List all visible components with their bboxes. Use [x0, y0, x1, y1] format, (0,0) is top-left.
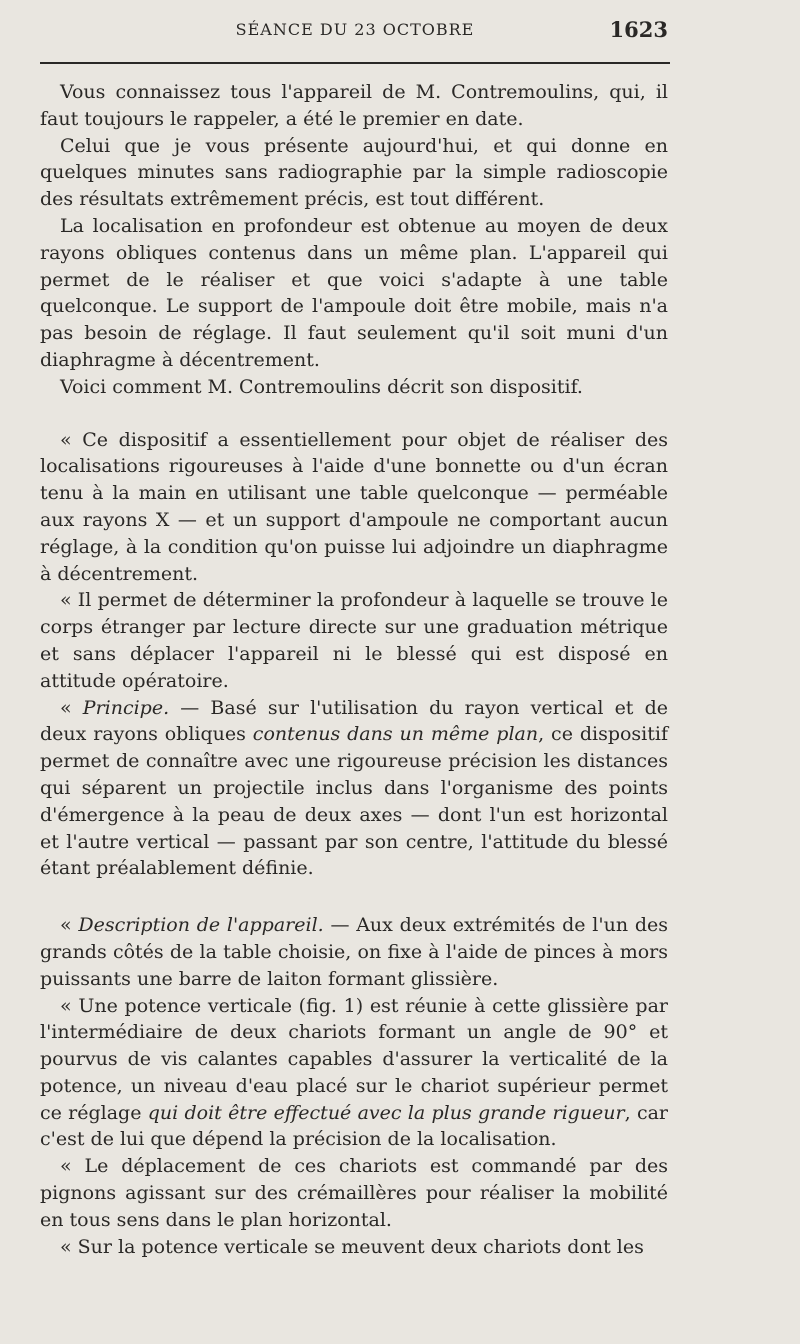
paragraph-text: , ce dispositif permet de connaître avec une rigoureuse précision les distances qui séparent un projectile inclus dans l'organisme des points d'émergence à la peau de deux axes — dont l'un est horizontal et l'autre vertical — passant par son centre, l'attitude du blessé étant préalablement définie. [40, 723, 669, 880]
paragraph: « Sur la potence verticale se meuvent deux chariots dont les [60, 1235, 644, 1258]
quote-mark: « [60, 914, 79, 937]
page-number: 1623 [609, 17, 668, 42]
paragraph: Voici comment M. Contremoulins décrit son dispositif. [60, 375, 583, 398]
section-heading: Principe. [82, 696, 170, 719]
running-head: SÉANCE DU 23 OCTOBRE [235, 20, 475, 39]
paragraph: La localisation en profondeur est obtenue au moyen de deux rayons obliques contenus dans un même plan. L'appareil qui permet de le réaliser et que voici s'adapte à une table quelconque. Le support de l'ampoule doit être mobile, mais n'a pas besoin de réglage. Il faut seulement qu'il soit muni d'un diaphragme à décentrement. [40, 214, 668, 371]
paragraph-text: , car c'est de lui que dépend la précision de la localisation. [40, 1101, 668, 1151]
section-heading: Description de l'appareil. [78, 914, 324, 937]
paragraph [40, 912, 668, 992]
paragraph [40, 695, 668, 883]
paragraph-text: — Aux deux extrémités de l'un des grands côtés de la table choisie, on fixe à l'aide de pinces à mors puissants une barre de laiton formant glissière. [40, 914, 668, 990]
paragraph-text: — Basé sur l'utilisation du rayon vertical et de deux rayons obliques [40, 696, 668, 746]
emphasis: qui doit être effectué avec la plus grande rigueur [147, 1101, 625, 1124]
paragraph: « Il permet de déterminer la profondeur à laquelle se trouve le corps étranger par lecture directe sur une graduation métrique et sans déplacer l'appareil ni le blessé qui est disposé en attitude opératoire. [40, 589, 668, 692]
paragraph: Vous connaissez tous l'appareil de M. Contremoulins, qui, il faut toujours le rappeler, a été le premier en date. [40, 81, 668, 130]
paragraph: « Le déplacement de ces chariots est commandé par des pignons agissant sur des crémaillères pour réaliser la mobilité en tous sens dans le plan horizontal. [40, 1155, 668, 1231]
paragraph [40, 993, 668, 1154]
paragraph: Celui que je vous présente aujourd'hui, et qui donne en quelques minutes sans radiographie par la simple radioscopie des résultats extrêmement précis, est tout différent. [40, 134, 668, 211]
emphasis: contenus dans un même plan [252, 723, 539, 746]
body-text [40, 79, 668, 1260]
paragraph-text: « Une potence verticale (fig. 1) est réunie à cette glissière par l'intermédiaire de deux chariots formant un angle de 90° et pourvus de vis calantes capables d'assurer la verticalité de la potence, un niveau d'eau placé sur le chariot supérieur permet ce réglage [40, 994, 668, 1124]
page-header [40, 16, 670, 46]
quote-mark: « [60, 696, 83, 719]
paragraph: « Ce dispositif a essentiellement pour objet de réaliser des localisations rigoureuses à l'aide d'une bonnette ou d'un écran tenu à la main en utilisant une table quelconque — perméable aux rayons X — et un support d'ampoule ne comportant aucun réglage, à la condition qu'on puisse lui adjoindre un diaphragme à décentrement. [40, 428, 668, 585]
header-rule [40, 62, 670, 64]
